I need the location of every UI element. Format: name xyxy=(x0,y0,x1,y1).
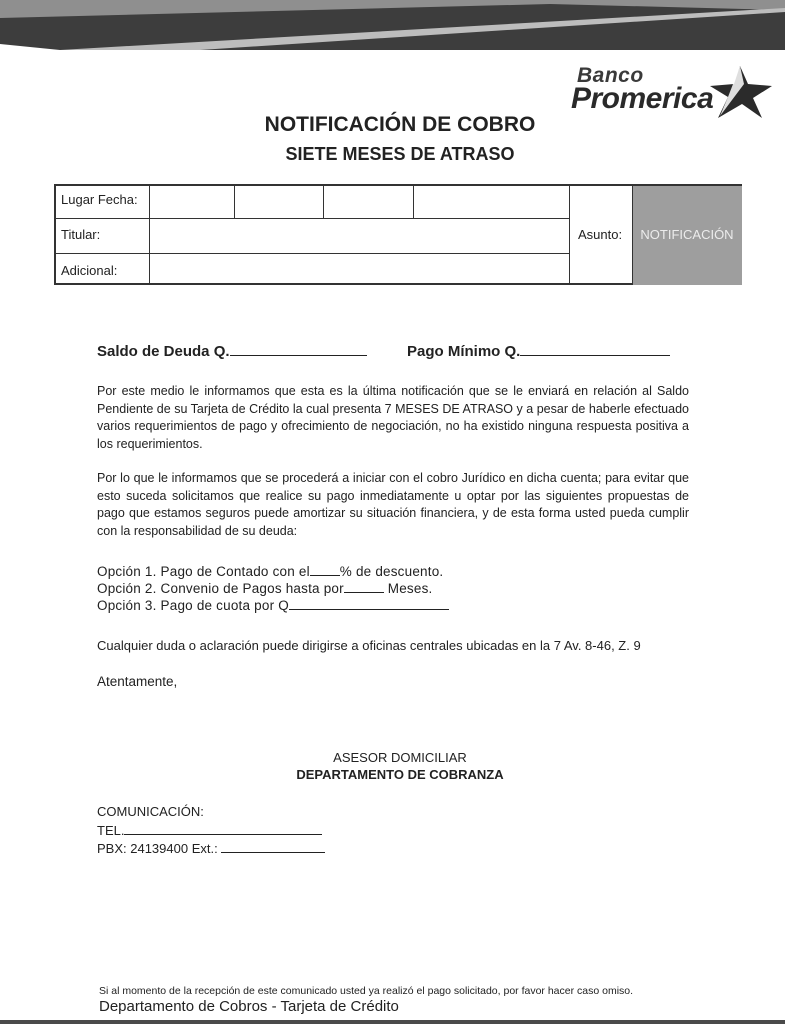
asunto-label: Asunto: xyxy=(578,227,623,242)
signature-department: DEPARTAMENTO DE COBRANZA xyxy=(296,767,504,782)
star-logo-icon xyxy=(706,64,774,120)
titular-label: Titular: xyxy=(61,227,101,242)
option-3-prefix: Opción 3. Pago de cuota por Q xyxy=(97,598,289,613)
pbx-label: PBX: 24139400 Ext.: xyxy=(97,841,218,856)
titular-field[interactable] xyxy=(150,219,569,253)
pago-field[interactable] xyxy=(520,343,670,356)
fecha-month-field[interactable] xyxy=(324,186,413,218)
document-title: NOTIFICACIÓN DE COBRO xyxy=(264,113,536,136)
tel-label: TEL. xyxy=(97,823,125,838)
saldo-field[interactable] xyxy=(230,343,367,356)
footer-band xyxy=(0,1018,785,1024)
adicional-field[interactable] xyxy=(150,254,569,285)
paragraph-2: Por lo que le informamos que se procederá a iniciar con el cobro Jurídico en dicha cuenta; para evitar que esto suceda solicitamos que realice su pago inmediatamente u optar por las siguientes propuestas de pago que estamos seguros puede amortizar su situación financiera, y de esta forma usted pueda cumplir con la responsabilidad de su deuda: xyxy=(97,471,689,538)
adicional-label: Adicional: xyxy=(61,263,118,278)
saldo-label: Saldo de Deuda Q. xyxy=(97,343,230,360)
option-2-prefix: Opción 2. Convenio de Pagos hasta por xyxy=(97,581,344,596)
lugar-field[interactable] xyxy=(150,186,234,218)
header-band xyxy=(0,0,785,50)
option-2 xyxy=(97,580,432,596)
discount-field[interactable] xyxy=(310,563,340,576)
tel-line xyxy=(97,822,322,838)
brand-promerica: Promerica xyxy=(571,82,714,115)
months-field[interactable] xyxy=(344,580,384,593)
option-3 xyxy=(97,597,449,613)
header-form xyxy=(54,184,742,285)
footer-note: Si al momento de la recepción de este comunicado usted ya realizó el pago solicitado, por favor hacer caso omiso. xyxy=(99,985,634,997)
saldo-deuda xyxy=(97,343,367,360)
asunto-value: NOTIFICACIÓN xyxy=(640,227,734,242)
cuota-field[interactable] xyxy=(289,597,449,610)
lugar-fecha-label: Lugar Fecha: xyxy=(61,192,138,207)
communication-heading: COMUNICACIÓN: xyxy=(97,804,204,819)
pbx-line xyxy=(97,840,325,856)
footer-department: Departamento de Cobros - Tarjeta de Crédito xyxy=(99,998,399,1015)
tel-field[interactable] xyxy=(124,822,322,835)
pago-label: Pago Mínimo Q. xyxy=(407,343,521,360)
document-subtitle: SIETE MESES DE ATRASO xyxy=(285,144,515,164)
fecha-year-field[interactable] xyxy=(414,186,569,218)
option-2-suffix: Meses. xyxy=(383,581,433,596)
pago-minimo xyxy=(407,343,670,360)
fecha-day-field[interactable] xyxy=(235,186,323,218)
signature-role: ASESOR DOMICILIAR xyxy=(333,750,467,765)
closing: Atentamente, xyxy=(97,674,178,689)
option-1 xyxy=(97,563,443,579)
asunto-box xyxy=(632,186,742,285)
option-1-suffix: % de descuento. xyxy=(339,564,444,579)
option-1-prefix: Opción 1. Pago de Contado con el xyxy=(97,564,310,579)
contact-line: Cualquier duda o aclaración puede dirigirse a oficinas centrales ubicadas en la 7 Av. 8-46, Z. 9 xyxy=(97,638,641,653)
brand-banco: Banco xyxy=(577,64,644,87)
paragraph-1: Por este medio le informamos que esta es la última notificación que se le enviará en relación al Saldo Pendiente de su Tarjeta de Crédito la cual presenta 7 MESES DE ATRASO y a pesar de haberle efectuado varios requerimientos de pago y ofrecimiento de negociación, no ha existido ninguna respuesta positiva a los requerimientos. xyxy=(97,384,689,451)
extension-field[interactable] xyxy=(221,840,325,853)
